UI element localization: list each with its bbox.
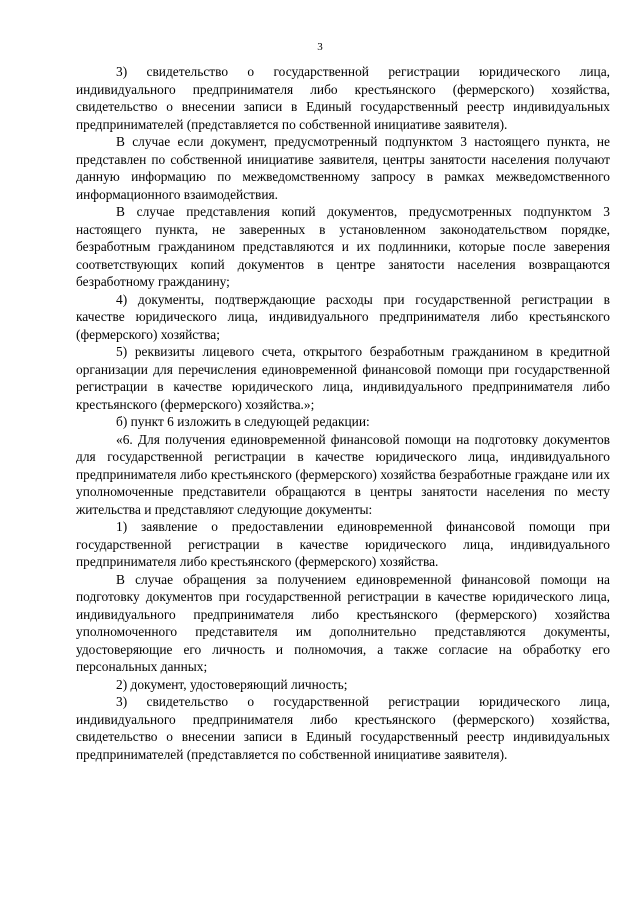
paragraph-point-6-text: «6. Для получения единовременной финансовой помощи на подготовку документов для государственной регистрации в качестве юридического лица, индивидуального предпринимателя либо крестьянского (фермерского) хозяйства безработные граждане или их уполномоченные представители обращаются в центры занятости населения по месту жительства и представляют следующие документы: [76, 431, 610, 517]
paragraph-amendment-point-6: б) пункт 6 изложить в следующей редакции: [116, 414, 370, 429]
paragraph-interagency-request: В случае если документ, предусмотренный подпунктом 3 настоящего пункта, не представлен по собственной инициативе заявителя, центры занятости населения получают данную информацию по межведомственному запросу в рамках межведомственного информационного взаимодействия. [76, 134, 610, 202]
paragraph-item-5-bank-details: 5) реквизиты лицевого счета, открытого безработным гражданином в кредитной организации для перечисления единовременной финансовой помощи при государственной регистрации в качестве юридического лица, индивидуального предпринимателя либо крестьянского (фермерского) хозяйства.»; [76, 344, 610, 412]
paragraph-representative-documents: В случае обращения за получением единовременной финансовой помощи на подготовку документов при государственной регистрации в качестве юридического лица, индивидуального предпринимателя либо крестьянского (фермерского) хозяйства уполномоченного представителя им дополнительно представляются документы, удостоверяющие его личность и полномочия, а также согласие на обработку его персональных данных; [76, 571, 610, 674]
paragraph-item-1-application: 1) заявление о предоставлении единовременной финансовой помощи при государственной регистрации в качестве юридического лица, индивидуального предпринимателя либо крестьянского (фермерского) хозяйства. [76, 519, 610, 569]
paragraph-item-2-identity: 2) документ, удостоверяющий личность; [116, 676, 348, 692]
page-number: 3 [317, 41, 323, 53]
paragraph-item-4-expenses: 4) документы, подтверждающие расходы при государственной регистрации в качестве юридического лица, индивидуального предпринимателя либо крестьянского (фермерского) хозяйства; [76, 291, 610, 342]
paragraph-item-3-certificate: 3) свидетельство о государственной регистрации юридического лица, индивидуального предпринимателя либо крестьянского (фермерского) хозяйства, свидетельство о внесении записи в Единый государственный реестр индивидуальных предпринимателей (представляется по собственной инициативе заявителя). [76, 64, 610, 132]
document-body [76, 63, 610, 763]
paragraph-item-3-certificate-repeat: 3) свидетельство о государственной регистрации юридического лица, индивидуального предпринимателя либо крестьянского (фермерского) хозяйства, свидетельство о внесении записи в Единый государственный реестр индивидуальных предпринимателей (представляется по собственной инициативе заявителя). [76, 694, 610, 762]
paragraph-copies-certification: В случае представления копий документов, предусмотренных подпунктом 3 настоящего пункта, не заверенных в установленном законодательством порядке, безработным гражданином представляются и их подлинники, которые после заверения соответствующих копий документов в центре занятости населения возвращаются безработному гражданину; [76, 204, 610, 289]
